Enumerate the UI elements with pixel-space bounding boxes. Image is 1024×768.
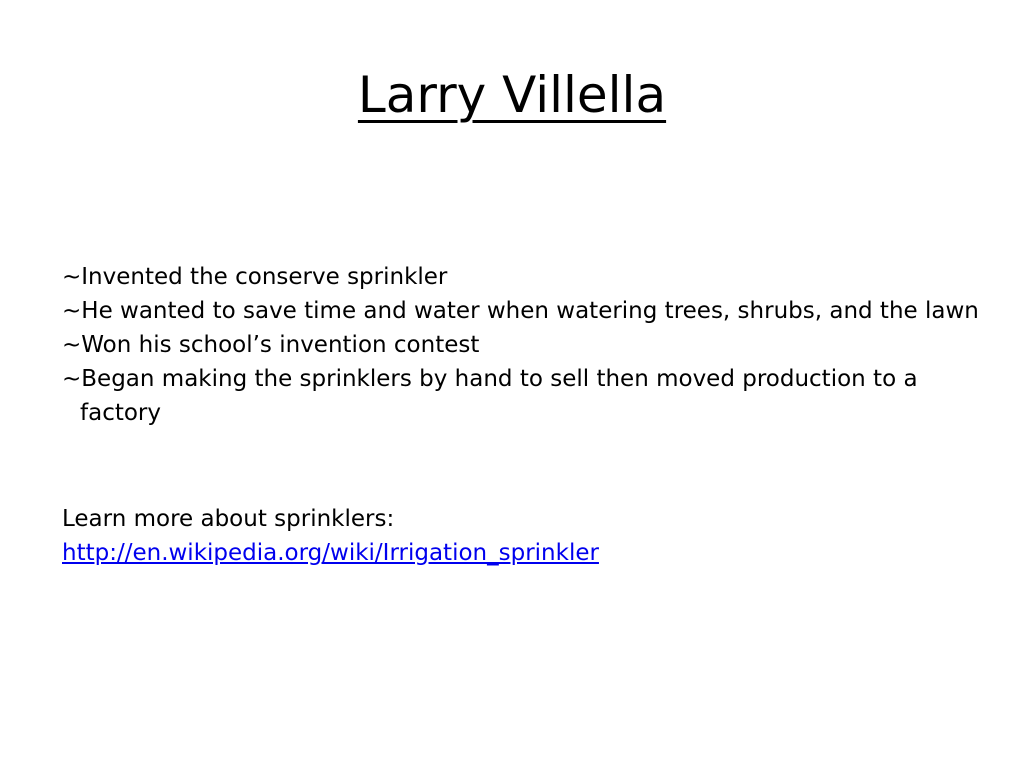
learn-more-section xyxy=(62,502,982,570)
learn-more-label: Learn more about sprinklers: xyxy=(62,506,395,532)
bullet-item: ~Began making the sprinklers by hand to sell then moved production to a factory xyxy=(62,366,918,426)
wikipedia-link[interactable]: http://en.wikipedia.org/wiki/Irrigation_sprinkler xyxy=(62,540,599,566)
bullet-item: ~Invented the conserve sprinkler xyxy=(62,264,448,290)
slide-title xyxy=(0,62,1024,128)
slide-title-text: Larry Villella xyxy=(357,66,667,124)
bullet-list xyxy=(62,260,982,430)
bullet-item: ~Won his school’s invention contest xyxy=(62,332,480,358)
bullet-item: ~He wanted to save time and water when watering trees, shrubs, and the lawn xyxy=(62,298,979,324)
